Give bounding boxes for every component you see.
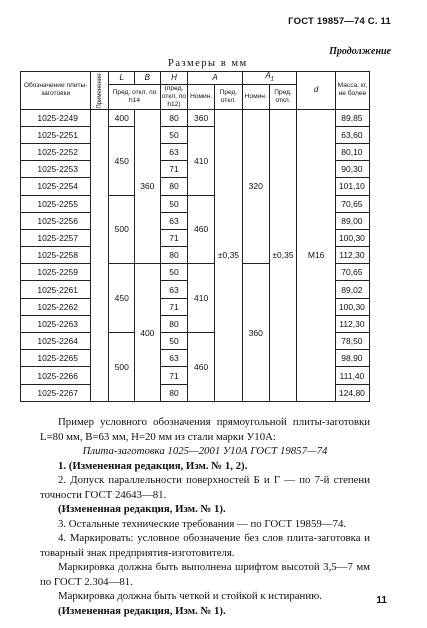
cell-A: 410: [188, 126, 215, 195]
cell-A: 360: [188, 109, 215, 126]
col-header-LB-tol: Пред. откл. по h14: [109, 84, 160, 109]
notes-text: [40, 415, 370, 618]
example-intro: Пример условного обозначения прямоугольной плиты-заготовки L=80 мм, B=63 мм, H=20 мм из стали марки У10А:: [40, 416, 370, 443]
col-header-A1-tol: Пред. откл.: [269, 84, 297, 109]
cell-H: 71: [160, 367, 188, 384]
table-row-code: 1025-2252: [21, 143, 91, 160]
example-designation: Плита-заготовка 1025—2001 У10А ГОСТ 19857—74: [82, 445, 328, 457]
cell-L: 400: [109, 109, 135, 126]
cell-mass: 89,02: [335, 281, 369, 298]
cell-mass: 89,85: [335, 109, 369, 126]
cell-H: 80: [160, 247, 188, 264]
cell-mass: 100,30: [335, 298, 369, 315]
table-row-code: 1025-2259: [21, 264, 91, 281]
cell-L: 500: [109, 333, 135, 402]
cell-H: 63: [160, 350, 188, 367]
cell-mass: 78,50: [335, 333, 369, 350]
table-row-code: 1025-2258: [21, 247, 91, 264]
cell-L: 450: [109, 126, 135, 195]
page-header: ГОСТ 19857—74 С. 11: [288, 16, 391, 27]
cell-mass: 70,65: [335, 195, 369, 212]
table-caption: Размеры в мм: [168, 58, 248, 69]
col-header-H: H: [160, 72, 188, 85]
item-2: 2. Допуск параллельности поверхностей Б и Г — по 7-й степени точности ГОСТ 24643—81.: [40, 474, 370, 501]
table-row-code: 1025-2249: [21, 109, 91, 126]
cell-A1-tol: ±0,35: [269, 109, 297, 401]
col-header-L: L: [109, 72, 135, 85]
item-4: 4. Маркировать: условное обозначение без слов плита-заготовка и товарный знак предприятия-изготовителя.: [40, 532, 370, 559]
cell-H: 50: [160, 333, 188, 350]
item-4-a: Маркировка должна быть выполнена шрифтом высотой 3,5—7 мм по ГОСТ 2.304—81.: [40, 561, 370, 588]
cell-mass: 124,80: [335, 384, 369, 401]
cell-mass: 100,30: [335, 229, 369, 246]
cell-B: 400: [135, 264, 161, 402]
col-header-applicability: Применение: [91, 72, 109, 110]
cell-mass: 90,30: [335, 161, 369, 178]
cell-H: 63: [160, 212, 188, 229]
cell-L: 500: [109, 195, 135, 264]
cell-H: 63: [160, 281, 188, 298]
col-header-A-tol: Пред. откл.: [214, 84, 242, 109]
table-row-code: 1025-2251: [21, 126, 91, 143]
cell-mass: 98,90: [335, 350, 369, 367]
cell-mass: 89,00: [335, 212, 369, 229]
cell-mass: 63,60: [335, 126, 369, 143]
table-row-code: 1025-2261: [21, 281, 91, 298]
cell-A1: 320: [242, 109, 269, 264]
table-row-code: 1025-2253: [21, 161, 91, 178]
cell-mass: 112,30: [335, 315, 369, 332]
item-2-edit: (Измененная редакция, Изм. № 1).: [58, 503, 226, 515]
cell-mass: 80,10: [335, 143, 369, 160]
col-header-designation: Обозначение плиты-заготовки: [21, 72, 91, 110]
table-row-code: 1025-2255: [21, 195, 91, 212]
cell-A1: 360: [242, 264, 269, 402]
cell-mass: 70,65: [335, 264, 369, 281]
item-4-edit: (Измененная редакция, Изм. № 1).: [58, 604, 226, 617]
cell-mass: 112,30: [335, 247, 369, 264]
cell-L: 450: [109, 264, 135, 333]
cell-H: 50: [160, 195, 188, 212]
cell-mass: 111,40: [335, 367, 369, 384]
applicability-cell: [91, 109, 109, 401]
table-row-code: 1025-2263: [21, 315, 91, 332]
cell-B: 360: [135, 109, 161, 264]
table-row-code: 1025-2257: [21, 229, 91, 246]
cell-H: 71: [160, 161, 188, 178]
table-row-code: 1025-2266: [21, 367, 91, 384]
cell-mass: 101,10: [335, 178, 369, 195]
table-row-code: 1025-2265: [21, 350, 91, 367]
cell-H: 50: [160, 264, 188, 281]
col-header-mass: Масса, кг, не более: [335, 72, 369, 110]
cell-A-tol: ±0,35: [214, 109, 242, 401]
table-row-code: 1025-2264: [21, 333, 91, 350]
cell-A: 460: [188, 333, 215, 402]
col-header-d: d: [297, 72, 335, 110]
cell-H: 63: [160, 143, 188, 160]
col-header-A1-nom: Номин.: [242, 84, 269, 109]
table-row-code: 1025-2256: [21, 212, 91, 229]
col-header-A-nom: Номин.: [188, 84, 215, 109]
col-header-H-tol: (пред. откл. по h12): [161, 84, 187, 108]
item-4-b: Маркировка должна быть четкой и стойкой к истиранию.: [58, 590, 322, 602]
cell-H: 50: [160, 126, 188, 143]
dimensions-table: [20, 71, 370, 402]
cell-H: 71: [160, 298, 188, 315]
table-row-code: 1025-2267: [21, 384, 91, 401]
col-header-A1: $A_1$: [242, 72, 297, 85]
table-row-code: 1025-2262: [21, 298, 91, 315]
cell-A: 410: [188, 264, 215, 333]
item-3: 3. Остальные технические требования — по ГОСТ 19859—74.: [58, 517, 347, 530]
page-number: 11: [376, 595, 387, 606]
table-row-code: 1025-2254: [21, 178, 91, 195]
cell-d: M16: [297, 109, 335, 401]
cell-H: 80: [160, 178, 188, 195]
cell-H: 80: [160, 384, 188, 401]
cell-A: 460: [188, 195, 215, 264]
continuation-label: Продолжение: [329, 46, 391, 57]
cell-H: 80: [160, 109, 188, 126]
cell-H: 80: [160, 315, 188, 332]
cell-H: 71: [160, 229, 188, 246]
col-header-B: B: [135, 72, 161, 85]
col-header-A: A: [188, 72, 243, 85]
item-1: 1. (Измененная редакция, Изм. № 1, 2).: [58, 459, 248, 472]
